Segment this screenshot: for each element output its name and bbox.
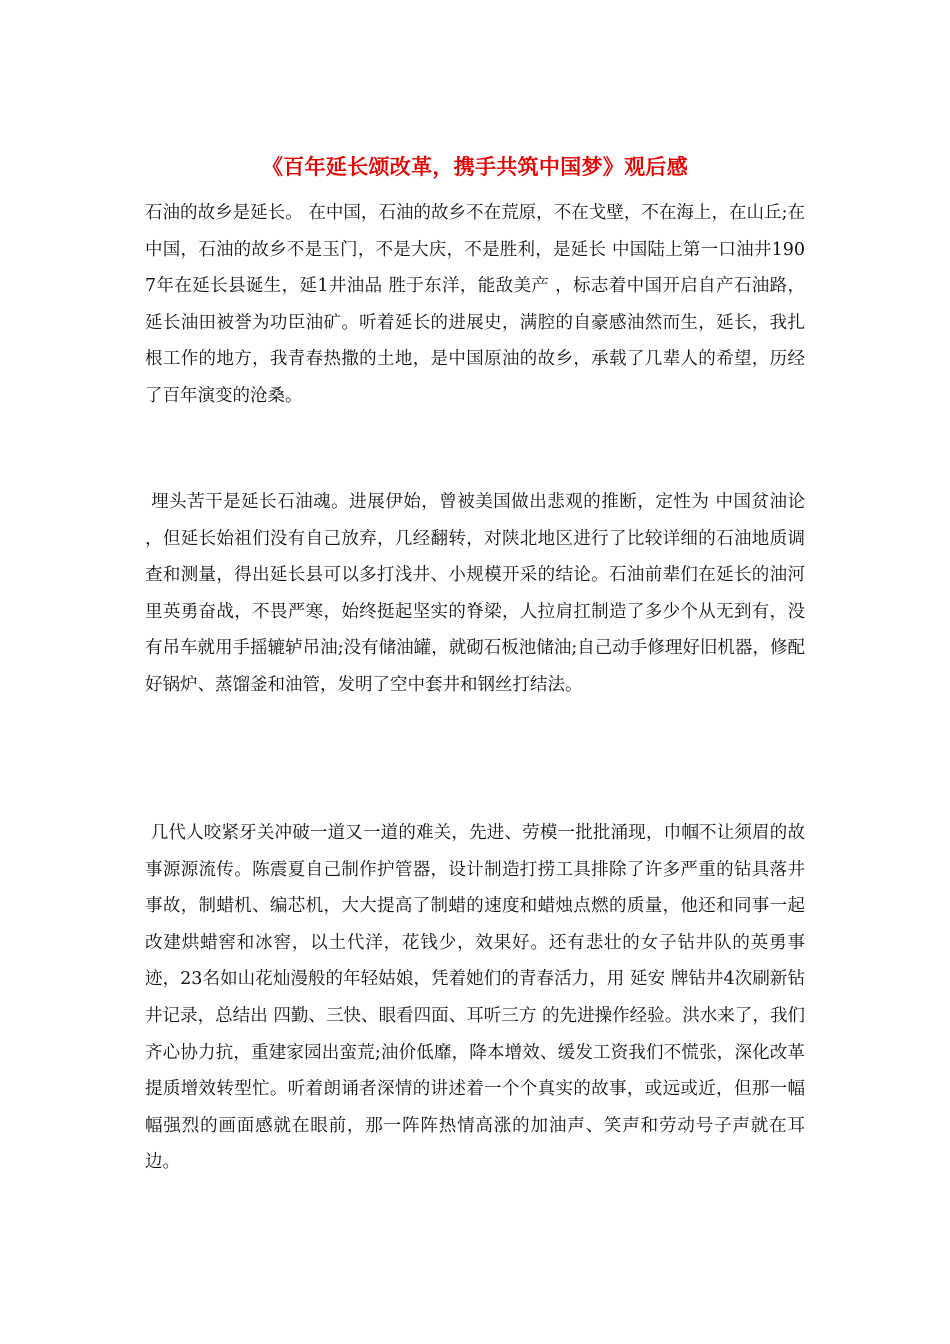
paragraph-3: 几代人咬紧牙关冲破一道又一道的难关，先进、劳模一批批涌现，巾帼不让须眉的故事源源流传。陈震夏自己制作护管器，设计制造打捞工具排除了许多严重的钻具落井事故，制蜡机、编芯机，大大提高了制蜡的速度和蜡烛点燃的质量，他还和同事一起改建烘蜡窖和冰窖，以土代洋，花钱少，效果好。还有悲壮的女子钻井队的英勇事迹，23名如山花灿漫般的年轻姑娘，凭着她们的青春活力，用 延安 牌钻井4次刷新钻井记录，总结出 四勤、三快、眼看四面、耳听三方 的先进操作经验。洪水来了，我们齐心协力抗，重建家园出蛮荒;油价低靡，降本增效、缓发工资我们不慌张，深化改革提质增效转型忙。听着朗诵者深情的讲述着一个个真实的故事，或远或近，但那一幅幅强烈的画面感就在眼前，那一阵阵热情高涨的加油声、笑声和劳动号子声就在耳边。 <box>145 823 805 1173</box>
paragraph-1: 石油的故乡是延长。 在中国，石油的故乡不在荒原，不在戈壁，不在海上，在山丘;在中国，石油的故乡不是玉门，不是大庆，不是胜利，是延长 中国陆上第一口油井1907年在延长县诞生，延1井油品 胜于东洋，能敌美产 ，标志着中国开启自产石油路，延长油田被誉为功臣油矿。听着延长的进展史，满腔的自豪感油然而生，延长，我扎根工作的地方，我青春热撒的土地，是中国原油的故乡，承载了几辈人的希望，历经了百年演变的沧桑。 <box>145 203 805 406</box>
paragraph-2: 埋头苦干是延长石油魂。进展伊始，曾被美国做出悲观的推断，定性为 中国贫油论 ，但延长始祖们没有自己放弃，几经翻转，对陕北地区进行了比较详细的石油地质调查和测量，得出延长县可以多打浅井、小规模开采的结论。石油前辈们在延长的油河里英勇奋战，不畏严寒，始终挺起坚实的脊梁，人拉肩扛制造了多少个从无到有，没有吊车就用手摇辘轳吊油;没有储油罐，就砌石板池储油;自己动手修理好旧机器，修配好锅炉、蒸馏釜和油管，发明了空中套井和钢丝打结法。 <box>145 492 811 695</box>
document-title: 《百年延长颂改革，携手共筑中国梦》观后感 <box>262 154 688 179</box>
